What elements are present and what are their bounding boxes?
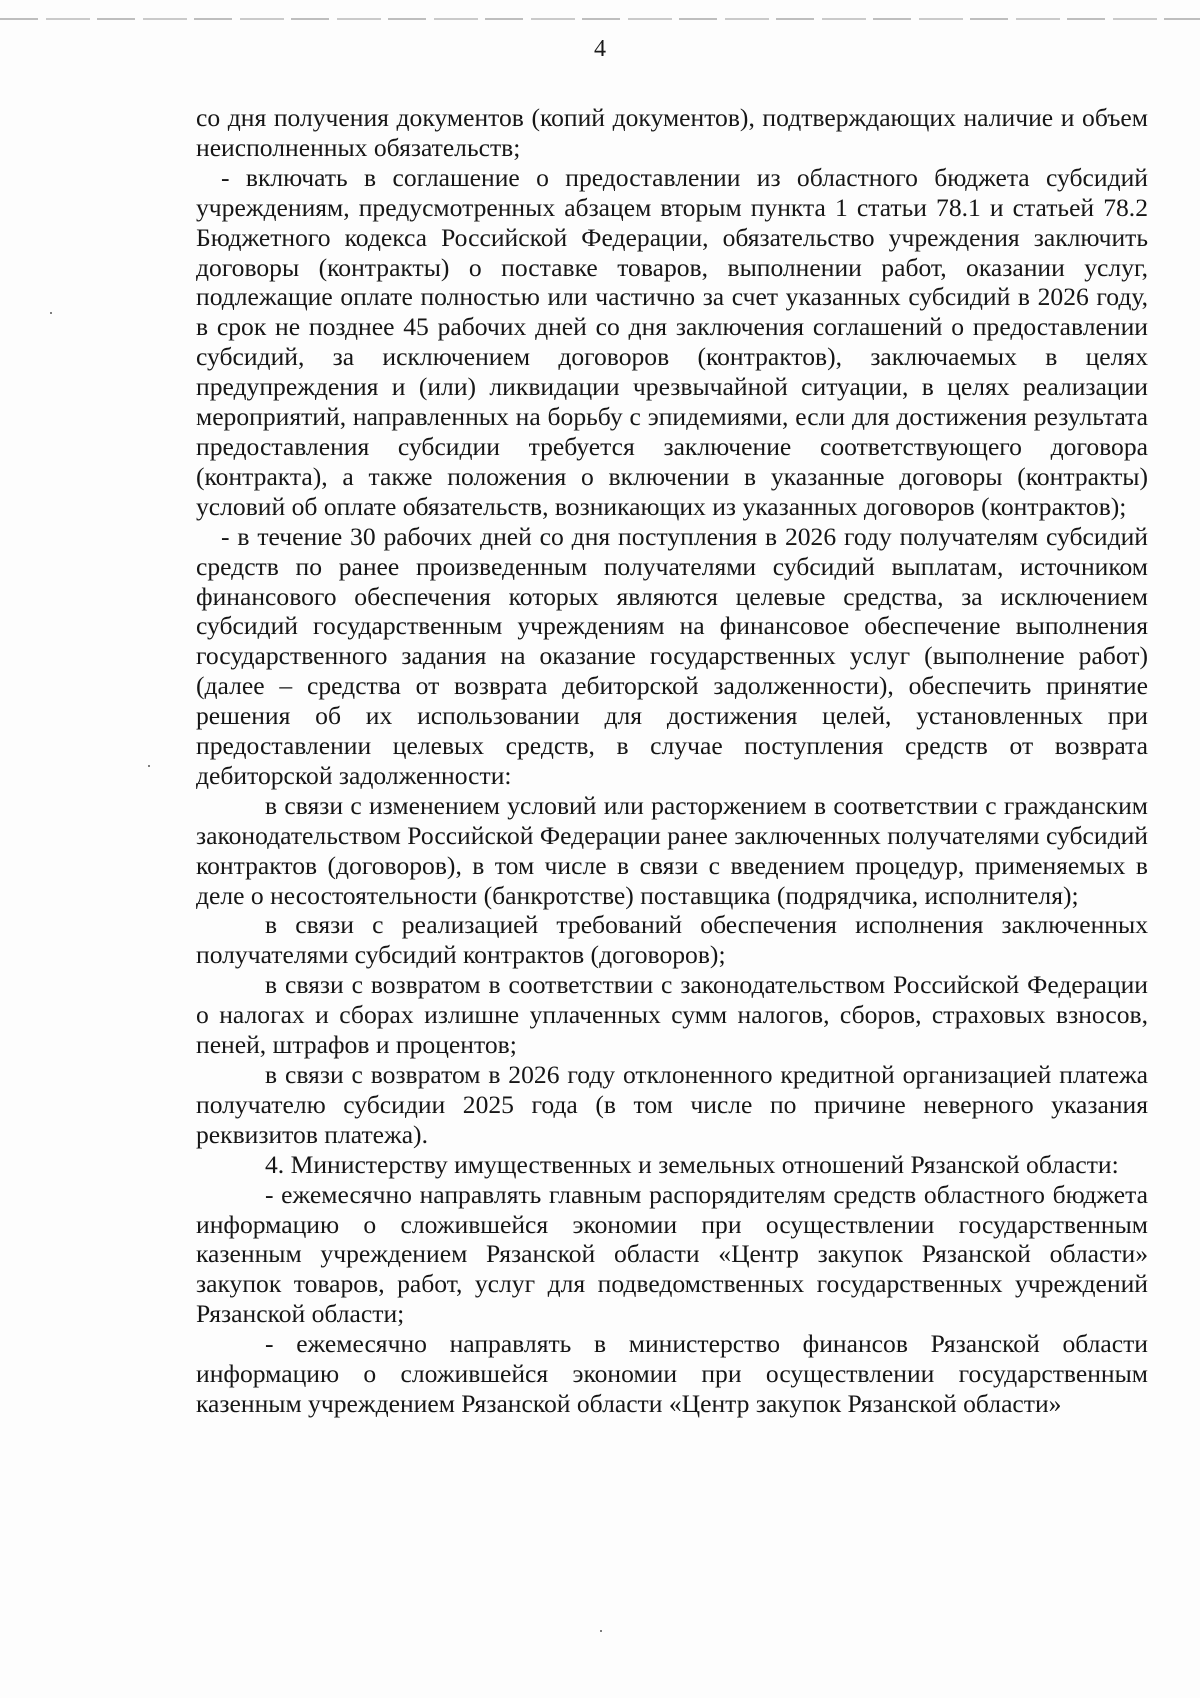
- scan-top-edge: [0, 18, 1200, 20]
- paragraph-6: в связи с возвратом в соответствии с законодательством Российской Федерации о налогах и сборах излишне уплаченных сумм налогов, сборов, страховых взносов, пеней, штрафов и процентов;: [196, 970, 1148, 1060]
- page-number: 4: [594, 36, 606, 62]
- paragraph-9: - ежемесячно направлять главным распорядителям средств областного бюджета информацию о сложившейся экономии при осуществлении государственным казенным учреждением Рязанской области «Центр закупок Рязанской области» закупок товаров, работ, услуг для подведомственных государственных учреждений Рязанской области;: [196, 1179, 1148, 1329]
- scan-speck: [148, 765, 150, 767]
- scan-speck: [600, 1630, 602, 1632]
- paragraph-4: в связи с изменением условий или расторжением в соответствии с гражданским законодательством Российской Федерации ранее заключенных получателями субсидий контрактов (договоров), в том числе в связи с введением процедур, применяемых в деле о несостоятельности (банкротстве) поставщика (подрядчика, исполнителя);: [196, 790, 1148, 910]
- paragraph-10: - ежемесячно направлять в министерство финансов Рязанской области информацию о сложившейся экономии при осуществлении государственным казенным учреждением Рязанской области «Центр закупок Рязанской области»: [196, 1329, 1148, 1418]
- paragraph-1: со дня получения документов (копий документов), подтверждающих наличие и объем неисполненных обязательств;: [196, 103, 1148, 162]
- paragraph-2: - включать в соглашение о предоставлении из областного бюджета субсидий учреждениям, предусмотренных абзацем вторым пункта 1 статьи 78.1 и статьей 78.2 Бюджетного кодекса Российской Федерации, обязательство учреждения заключить договоры (контракты) о поставке товаров, выполнении работ, оказании услуг, подлежащие оплате полностью или частично за счет указанных субсидий в 2026 году, в срок не позднее 45 рабочих дней со дня заключения соглашений о предоставлении субсидий, за исключением договоров (контрактов), заключаемых в целях предупреждения и (или) ликвидации чрезвычайной ситуации, в целях реализации мероприятий, направленных на борьбу с эпидемиями, если для достижения результата предоставления субсидии требуется заключение соответствующего договора (контракта), а также положения о включении в указанные договоры (контракты) условий об оплате обязательств, возникающих из указанных договоров (контрактов);: [196, 162, 1148, 521]
- scan-speck: [50, 312, 52, 314]
- paragraph-7: в связи с возвратом в 2026 году отклоненного кредитной организацией платежа получателю субсидии 2025 года (в том числе по причине неверного указания реквизитов платежа).: [196, 1060, 1148, 1149]
- paragraph-3: - в течение 30 рабочих дней со дня поступления в 2026 году получателям субсидий средств по ранее произведенным получателями субсидий выплатам, источником финансового обеспечения которых являются целевые средства, за исключением субсидий государственным учреждениям на финансовое обеспечение выполнения государственного задания на оказание государственных услуг (выполнение работ) (далее – средства от возврата дебиторской задолженности), обеспечить принятие решения об их использовании для достижения целей, установленных при предоставлении целевых средств, в случае поступления средств от возврата дебиторской задолженности:: [196, 521, 1148, 790]
- document-body: [196, 103, 1148, 1419]
- paragraph-5: в связи с реализацией требований обеспечения исполнения заключенных получателями субсидий контрактов (договоров);: [196, 910, 1148, 970]
- paragraph-8: 4. Министерству имущественных и земельных отношений Рязанской области:: [265, 1149, 1119, 1179]
